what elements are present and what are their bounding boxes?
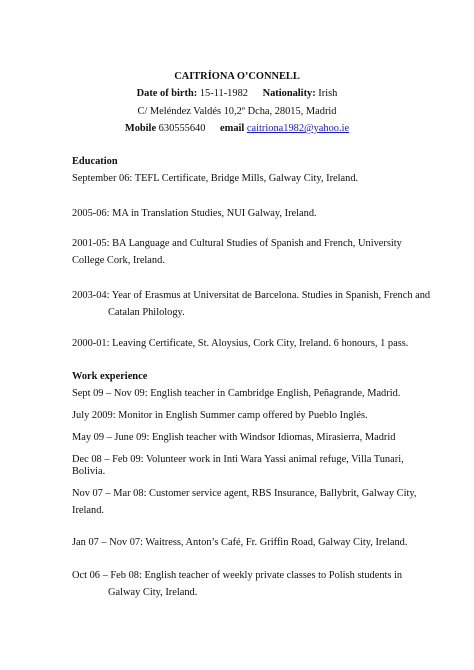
education-heading: Education bbox=[72, 156, 118, 167]
nationality-value: Irish bbox=[318, 88, 338, 99]
email-link[interactable]: caitriona1982@yahoo.ie bbox=[246, 123, 350, 134]
work-entry-windsor: May 09 – June 09: English teacher with Windsor Idiomas, Mirasierra, Madrid bbox=[72, 432, 396, 443]
work-entry-private-classes-line1: Oct 06 – Feb 08: English teacher of weekly private classes to Polish students in bbox=[72, 570, 403, 581]
work-entry-rbs-line2: Ireland. bbox=[72, 505, 105, 516]
work-entry-cambridge: Sept 09 – Nov 09: English teacher in Cambridge English, Peñagrande, Madrid. bbox=[72, 388, 401, 399]
dob-label: Date of birth: bbox=[136, 88, 198, 99]
work-entry-rbs-line1: Nov 07 – Mar 08: Customer service agent, RBS Insurance, Ballybrit, Galway City, bbox=[72, 488, 417, 499]
work-entry-volunteer-line2: Bolivia. bbox=[72, 466, 106, 477]
candidate-name: CAITRÍONA O’CONNELL bbox=[174, 71, 300, 82]
nationality-label: Nationality: bbox=[262, 88, 316, 99]
work-entry-pueblo-ingles: July 2009: Monitor in English Summer camp offered by Pueblo Inglés. bbox=[72, 410, 368, 421]
work-experience-heading: Work experience bbox=[72, 371, 148, 382]
education-entry-tefl: September 06: TEFL Certificate, Bridge Mills, Galway City, Ireland. bbox=[72, 173, 359, 184]
work-entry-private-classes-line2: Galway City, Ireland. bbox=[108, 587, 198, 598]
personal-details-line bbox=[0, 87, 474, 100]
work-entry-antons-cafe: Jan 07 – Nov 07: Waitress, Anton’s Café, Fr. Griffin Road, Galway City, Ireland. bbox=[72, 537, 408, 548]
education-entry-ba-line2: College Cork, Ireland. bbox=[72, 255, 165, 266]
work-entry-volunteer-line1: Dec 08 – Feb 09: Volunteer work in Inti Wara Yassi animal refuge, Villa Tunari, bbox=[72, 454, 404, 465]
dob-value: 15-11-1982 bbox=[199, 88, 248, 99]
education-entry-ba-line1: 2001-05: BA Language and Cultural Studies of Spanish and French, University bbox=[72, 238, 402, 249]
mobile-label: Mobile bbox=[124, 123, 157, 134]
education-entry-erasmus-line2: Catalan Philology. bbox=[108, 307, 185, 318]
education-entry-ma: 2005-06: MA in Translation Studies, NUI Galway, Ireland. bbox=[72, 208, 317, 219]
mobile-value: 630555640 bbox=[158, 123, 206, 134]
address-line: C/ Meléndez Valdés 10,2º Dcha, 28015, Madrid bbox=[137, 106, 337, 117]
education-entry-leaving-cert: 2000-01: Leaving Certificate, St. Aloysius, Cork City, Ireland. 6 honours, 1 pass. bbox=[72, 338, 409, 349]
contact-line bbox=[0, 122, 474, 135]
email-label: email bbox=[220, 123, 245, 134]
education-entry-erasmus-line1: 2003-04: Year of Erasmus at Universitat de Barcelona. Studies in Spanish, French and bbox=[72, 290, 431, 301]
